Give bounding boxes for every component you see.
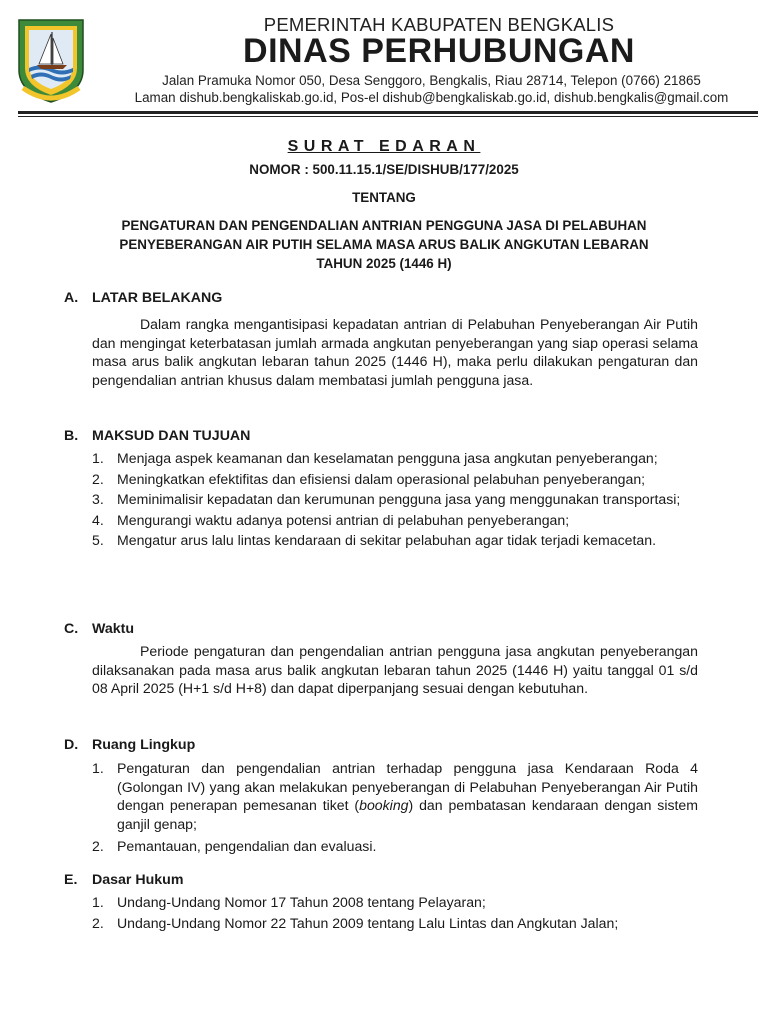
list-item: [92, 470, 698, 489]
bengkalis-regency-emblem-icon: [15, 18, 87, 104]
agency-name: DINAS PERHUBUNGAN: [243, 32, 635, 70]
subject-line-1: PENGATURAN DAN PENGENDALIAN ANTRIAN PENGGUNA JASA DI PELABUHAN: [121, 218, 647, 233]
document-number: NOMOR : 500.11.15.1/SE/DISHUB/177/2025: [249, 162, 519, 177]
list-text: Meminimalisir kepadatan dan kerumunan pengguna jasa yang menggunakan transportasi;: [117, 491, 681, 508]
section-title: Waktu: [92, 621, 135, 637]
list-text: Meningkatkan efektifitas dan efisiensi dalam operasional pelabuhan penyeberangan;: [117, 470, 646, 487]
list-item: [92, 531, 698, 550]
section-e-list: [92, 893, 698, 932]
subject-line-3: TAHUN 2025 (1446 H): [316, 256, 452, 271]
list-number: 3.: [92, 491, 104, 508]
list-number: 4.: [92, 511, 104, 528]
list-text: Mengatur arus lalu lintas kendaraan di sekitar pelabuhan agar tidak terjadi kemacetan.: [117, 532, 657, 549]
list-number: 2.: [92, 838, 104, 855]
section-title: Dasar Hukum: [92, 872, 184, 888]
list-text-italic: booking: [359, 797, 409, 814]
list-number: 2.: [92, 470, 104, 487]
list-item: [92, 759, 698, 833]
section-letter: D.: [64, 737, 79, 753]
document-type-heading: SURAT EDARAN: [287, 138, 481, 155]
list-text: ) dan pembatasan kendaraan dengan sistem ganjil genap;: [117, 797, 698, 832]
section-letter: A.: [64, 290, 79, 306]
letterhead-rule-thin: [18, 116, 758, 117]
list-text: Menjaga aspek keamanan dan keselamatan pengguna jasa angkutan penyeberangan;: [117, 450, 658, 466]
list-number: 5.: [92, 532, 104, 549]
list-number: 2.: [92, 914, 104, 931]
tentang-heading: TENTANG: [352, 190, 416, 205]
section-b-list: [92, 449, 698, 550]
section-title: Ruang Lingkup: [92, 737, 196, 753]
subject-line-2: PENYEBERANGAN AIR PUTIH SELAMA MASA ARUS BALIK ANGKUTAN LEBARAN: [119, 237, 649, 252]
list-number: 1.: [92, 450, 104, 466]
list-text: Pengaturan dan pengendalian antrian terhadap pengguna jasa Kendaraan Roda 4 (Golongan IV) yang akan melakukan penyeberangan di Pelabuhan Penyeberangan Air Putih dengan penerapan pemesanan tiket (: [117, 760, 698, 814]
letterhead-rule-thick: [18, 111, 758, 114]
list-text: Undang-Undang Nomor 17 Tahun 2008 tentang Pelayaran;: [117, 894, 486, 910]
government-name: PEMERINTAH KABUPATEN BENGKALIS: [263, 14, 615, 35]
list-number: 1.: [92, 894, 104, 910]
section-letter: C.: [64, 621, 79, 637]
list-item: [92, 511, 698, 530]
list-item: [92, 914, 698, 933]
section-c-paragraph: Periode pengaturan dan pengendalian antrian pengguna jasa angkutan penyeberangan dilaksanakan pada masa arus balik angkutan lebaran tahun 2025 (1446 H) yaitu tanggal 01 s/d 08 April 2025 (H+1 s/d H+8) dan dapat diperpanjang sesuai dengan kebutuhan.: [92, 643, 698, 697]
list-text: Undang-Undang Nomor 22 Tahun 2009 tentang Lalu Lintas dan Angkutan Jalan;: [117, 914, 619, 931]
section-letter: B.: [64, 428, 79, 444]
agency-address: Jalan Pramuka Nomor 050, Desa Senggoro, Bengkalis, Riau 28714, Telepon (0766) 21865: [162, 73, 701, 88]
document-subject: [0, 216, 768, 273]
list-text: Pemantauan, pengendalian dan evaluasi.: [117, 838, 377, 855]
list-text: Mengurangi waktu adanya potensi antrian di pelabuhan penyeberangan;: [117, 511, 570, 528]
section-title: LATAR BELAKANG: [92, 290, 223, 306]
list-item: [92, 490, 698, 509]
agency-contacts: Laman dishub.bengkaliskab.go.id, Pos-el dishub@bengkaliskab.go.id, dishub.bengkalis@gmail.com: [134, 90, 729, 105]
section-d-list: [92, 759, 698, 856]
section-title: MAKSUD DAN TUJUAN: [92, 428, 251, 444]
section-letter: E.: [64, 872, 78, 888]
list-number: 1.: [92, 760, 104, 776]
list-item: [92, 893, 698, 912]
list-item: [92, 837, 698, 856]
list-item: [92, 449, 698, 468]
section-a-paragraph: Dalam rangka mengantisipasi kepadatan antrian di Pelabuhan Penyeberangan Air Putih dan mengingat keterbatasan jumlah armada angkutan penyeberangan yang siap operasi selama masa arus balik angkutan lebaran tahun 2025 (1446 H), maka perlu dilakukan pengaturan dan pengendalian antrian khusus dalam membatasi jumlah pengguna jasa.: [92, 316, 698, 388]
